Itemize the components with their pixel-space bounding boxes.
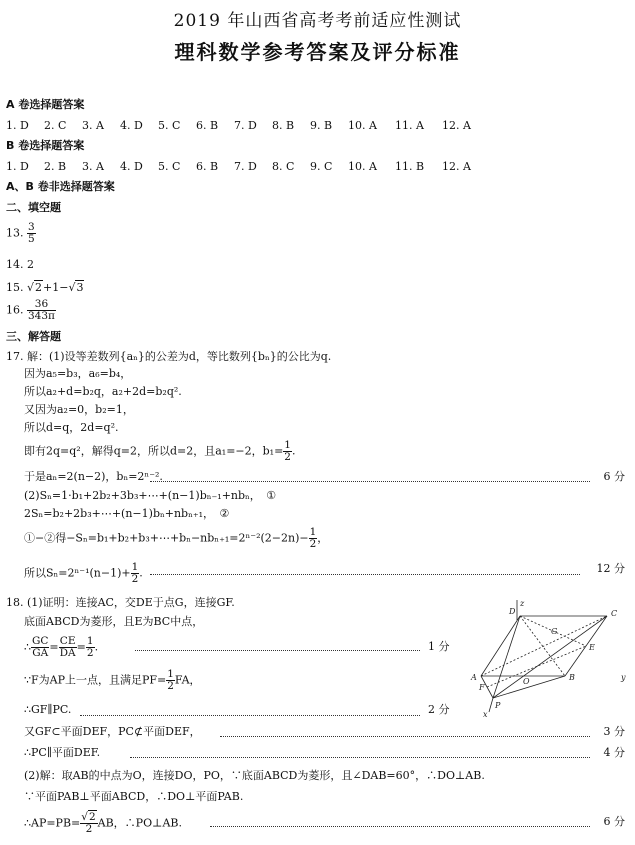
label-z: z	[520, 599, 525, 608]
q18-line-3: ∴ $\frac{GC}{GA}$ = $\frac{CE}{DA}$ = $\frac{1}{2}$ .	[24, 635, 99, 659]
score-12-q17: 12 分	[596, 562, 625, 575]
doc-title: 2019 年山西省高考考前适应性测试	[173, 11, 462, 31]
dot-leader	[135, 650, 420, 651]
score-1-q18: 1 分	[428, 640, 450, 653]
q18-line-7: ∴PC∥平面DEF.	[24, 746, 101, 759]
label-G: G	[551, 627, 558, 636]
label-D: D	[509, 607, 516, 616]
label-y: y	[621, 673, 626, 682]
answer-item: 3. A	[82, 119, 104, 132]
section-a-heading: A 卷选择题答案	[6, 98, 85, 111]
label-C: C	[611, 609, 618, 618]
score-6-q17: 6 分	[603, 470, 625, 483]
answer-item: 10. A	[348, 160, 377, 173]
answer-item: 6. B	[196, 160, 219, 173]
q17-line-8: (2)Sₙ=1·b₁+2b₂+3b₃+⋯+(n−1)bₙ₋₁+nbₙ， ①	[24, 489, 277, 502]
answer-item: 6. B	[196, 119, 219, 132]
q18-line-8: (2)解：取AB的中点为O，连接DO，PO，∵底面ABCD为菱形，且∠DAB=60°，∴DO⊥AB.	[24, 769, 485, 782]
q18-line-6: 又GF⊂平面DEF，PC⊄平面DEF，	[24, 725, 201, 738]
section-ab-heading: A、B 卷非选择题答案	[6, 180, 115, 193]
answer-item: 8. C	[272, 160, 295, 173]
q16-answer: 16. $\frac{36}{343\pi}$	[6, 298, 55, 322]
score-6-q18: 6 分	[603, 815, 625, 828]
label-P: P	[495, 701, 501, 710]
answer-item: 5. C	[158, 160, 181, 173]
q18-line-5: ∴GF∥PC.	[24, 703, 72, 716]
q13-answer: 13. $\frac{3}{5}$	[6, 221, 35, 245]
q17-line-2: 因为a₅=b₃，a₆=b₄，	[24, 367, 132, 380]
answer-item: 8. B	[272, 119, 295, 132]
q18-line-2: 底面ABCD为菱形，且E为BC中点，	[24, 615, 204, 628]
answer-item: 3. A	[82, 160, 104, 173]
answer-item: 5. C	[158, 119, 181, 132]
dot-leader	[80, 715, 420, 716]
dot-leader	[130, 757, 590, 758]
fill-heading: 二、填空题	[6, 201, 61, 214]
doc-subtitle: 理科数学参考答案及评分标准	[174, 40, 461, 64]
answer-item: 2. B	[44, 160, 67, 173]
answer-item: 4. D	[120, 119, 143, 132]
answer-item: 2. C	[44, 119, 67, 132]
q15-answer: 15. √2+1−√3	[6, 281, 84, 294]
answer-item: 4. D	[120, 160, 143, 173]
answer-item: 12. A	[442, 119, 471, 132]
q14-answer: 14. 2	[6, 258, 34, 271]
answer-item: 11. B	[395, 160, 425, 173]
answers-b-row	[6, 160, 489, 174]
q17-line-7: 于是aₙ=2(n−2)，bₙ=2ⁿ⁻².	[24, 470, 163, 483]
dot-leader	[220, 736, 590, 737]
answer-item: 10. A	[348, 119, 377, 132]
solve-heading: 三、解答题	[6, 330, 61, 343]
section-b-heading: B 卷选择题答案	[6, 139, 85, 152]
q17-line-3: 所以a₂+d=b₂q，a₂+2d=b₂q².	[24, 385, 182, 398]
answer-item: 12. A	[442, 160, 471, 173]
answer-item: 11. A	[395, 119, 424, 132]
label-F: F	[479, 683, 485, 692]
dot-leader	[210, 826, 590, 827]
score-3-q18: 3 分	[603, 725, 625, 738]
answer-item: 9. C	[310, 160, 333, 173]
q17-line-9: 2Sₙ=b₂+2b₃+⋯+(n−1)bₙ+nbₙ₊₁， ②	[24, 507, 230, 520]
score-2-q18: 2 分	[428, 703, 450, 716]
q17-line-4: 又因为a₂=0，b₂=1，	[24, 403, 134, 416]
q17-line-5: 所以d=q，2d=q².	[24, 421, 119, 434]
q18-line-10: ∴AP=PB= $\frac{√2}{2}$ AB，∴PO⊥AB.	[24, 811, 182, 835]
answer-item: 1. D	[6, 160, 29, 173]
q18-line-4: ∵F为AP上一点，且满足PF= $\frac{1}{2}$ FA，	[24, 668, 201, 692]
label-x: x	[483, 710, 488, 718]
answer-item: 1. D	[6, 119, 29, 132]
q17-line-6: 即有2q=q²，解得q=2，所以d=2，且a₁=−2，b₁= $\frac{1}{2}$ .	[24, 439, 296, 463]
q18-line-1: 18. (1)证明：连接AC，交DE于点G，连接GF.	[6, 596, 235, 609]
q18-line-9: ∵平面PAB⊥平面ABCD，∴DO⊥平面PAB.	[24, 790, 244, 803]
label-O: O	[523, 677, 530, 686]
answers-a-row	[6, 119, 489, 133]
score-4-q18: 4 分	[603, 746, 625, 759]
q17-line-10: ①−②得−Sₙ=b₁+b₂+b₃+⋯+bₙ−nbₙ₊₁=2ⁿ⁻²(2−2n)− $\frac{1}{2}$ ，	[24, 526, 329, 550]
pyramid-figure	[465, 598, 630, 718]
answer-item: 7. D	[234, 160, 257, 173]
dot-leader	[150, 481, 590, 482]
label-E: E	[589, 643, 595, 652]
q17-line-11: 所以Sₙ=2ⁿ⁻¹(n−1)+ $\frac{1}{2}$ .	[24, 561, 143, 585]
answer-item: 9. B	[310, 119, 333, 132]
label-B: B	[569, 673, 575, 682]
q17-line-1: 17. 解：(1)设等差数列{aₙ}的公差为d，等比数列{bₙ}的公比为q.	[6, 350, 332, 363]
label-A: A	[471, 673, 477, 682]
dot-leader	[150, 574, 580, 575]
answer-item: 7. D	[234, 119, 257, 132]
